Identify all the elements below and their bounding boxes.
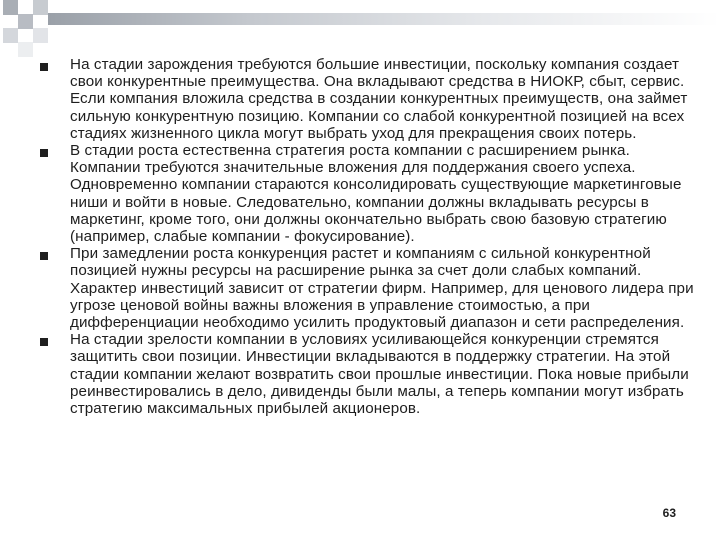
corner-square xyxy=(33,0,48,15)
corner-square xyxy=(18,42,33,57)
corner-square xyxy=(33,28,48,43)
square-bullet-icon xyxy=(40,63,48,71)
bullet-text: На стадии зарождения требуются большие инвестиции, поскольку компания создает свои конкурентные преимущества. Она вкладывают средства в НИОКР, сбыт, сервис. Если компания вложила средства в создании конкурентных преимуществ, она займет сильную конкурентную позицию. Компании со слабой конкурентной позицией на всех стадиях жизненного цикла могут выбрать уход для прекращения своих потерь. xyxy=(70,56,688,142)
bullet-text: На стадии зрелости компании в условиях усиливающейся конкуренции стремятся защитить свои позиции. Инвестиции вкладываются в поддержку стратегии. На этой стадии компании желают возвратить свои прошлые инвестиции. Пока новые прибыли реинвестировались в дело, дивиденды были малы, а теперь компании могут избрать стратегию максимальных прибылей акционеров. xyxy=(70,331,689,418)
bullet-item xyxy=(40,142,700,245)
corner-square xyxy=(3,0,18,15)
bullet-item xyxy=(40,56,700,142)
square-bullet-icon xyxy=(40,252,48,260)
corner-square xyxy=(18,14,33,29)
square-bullet-icon xyxy=(40,338,48,346)
page-number: 63 xyxy=(662,506,676,520)
square-bullet-icon xyxy=(40,149,48,157)
bullet-item xyxy=(40,245,700,331)
corner-square xyxy=(3,28,18,43)
bullet-list xyxy=(40,56,700,417)
bullet-text: При замедлении роста конкуренция растет и компаниям с сильной конкурентной позицией нужны ресурсы на расширение рынка за счет доли слабых компаний. Характер инвестиций зависит от стратегии фирм. Например, для ценового лидера при угрозе ценовой войны важны вложения в управление стоимостью, а при дифференциации необходимо усилить продуктовый диапазон и сети распределения. xyxy=(70,245,694,332)
header-gradient-bar xyxy=(48,13,720,25)
bullet-text: В стадии роста естественна стратегия роста компании с расширением рынка. Компании требуются значительные вложения для поддержания своего успеха. Одновременно компании стараются консолидировать существующие маркетинговые ниши и войти в новые. Следовательно, компании должны вкладывать ресурсы в маркетинг, кроме того, они должны окончательно выбрать свою базовую стратегию (например, слабые компании - фокусирование). xyxy=(70,142,682,246)
bullet-item xyxy=(40,331,700,417)
